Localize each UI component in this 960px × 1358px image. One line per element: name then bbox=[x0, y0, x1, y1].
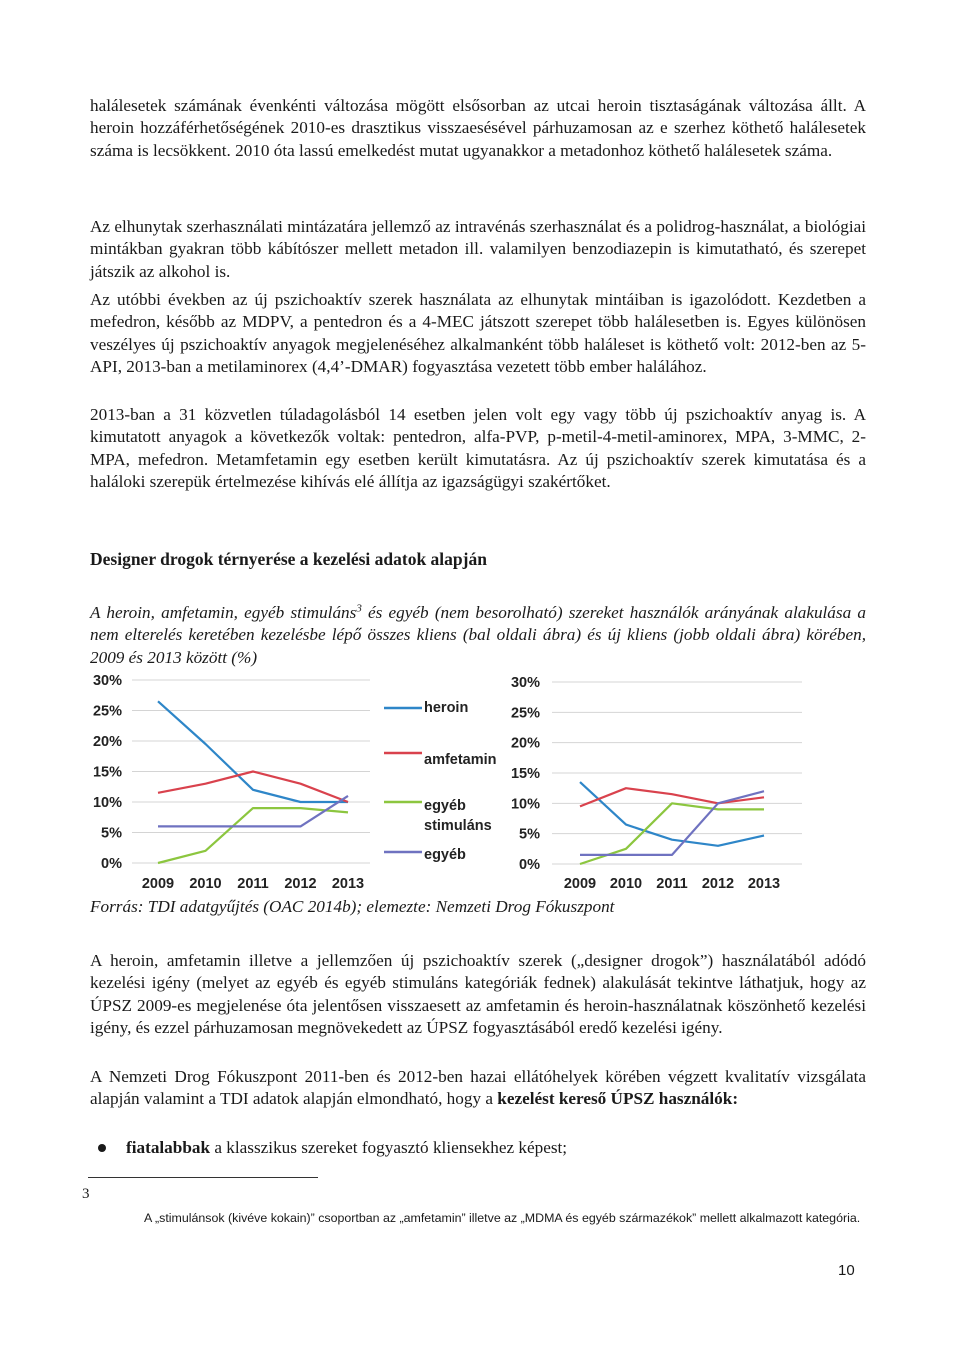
chart-legend bbox=[380, 690, 510, 870]
right-chart-y-tick-label: 15% bbox=[510, 766, 540, 782]
left-chart-y-tick-label: 30% bbox=[92, 673, 122, 689]
right-chart-y-tick-label: 20% bbox=[510, 735, 540, 752]
right-chart-series-line-0 bbox=[580, 782, 764, 846]
footnote-divider bbox=[88, 1177, 318, 1178]
bullet-item bbox=[90, 1137, 866, 1159]
right-chart-x-tick-label: 2012 bbox=[701, 876, 735, 892]
paragraph-treatment-demand: A heroin, amfetamin illetve a jellemzően új pszichoaktív szerek („designer drogok”) használatából adódó kezelési igény (melyet az egyéb és egyéb stimuláns kategóriák fednek) alakulását tekintve láthatjuk, hogy az ÚPSZ 2009-es megjelenése óta jelentősen visszaesett az amfetamin és heroin-használatnak köszönhető kezelési igény, és ezzel párhuzamosan megnövekedett az ÚPSZ fogyasztásából eredő kezelési igény. bbox=[90, 951, 866, 1038]
right-chart-y-tick-label: 0% bbox=[519, 857, 540, 873]
legend-label-amfetamin: amfetamin bbox=[424, 752, 497, 768]
left-chart-series-line-3 bbox=[158, 796, 348, 827]
left-chart-y-tick-label: 20% bbox=[92, 734, 122, 750]
left-chart-y-tick-label: 10% bbox=[92, 795, 122, 811]
bullet-bold: fiatalabbak bbox=[126, 1138, 211, 1157]
left-chart-y-tick-label: 0% bbox=[101, 856, 122, 872]
left-chart-x-tick-label: 2011 bbox=[237, 876, 269, 892]
paragraph-focal-point-colon: : bbox=[732, 1089, 739, 1109]
legend-label-stimulans-1: egyéb bbox=[424, 798, 466, 814]
paragraph-overdoses-2013: 2013-ban a 31 közvetlen túladagolásból 14 esetben jelen volt egy vagy több új pszichoaktív anyag is. A kimutatott anyagok a következők voltak: pentedron, alfa-PVP, p-metil-4-metil-aminorex, MPA, 3-MMC, 2-MPA, mefedron. Metamfetamin egy esetben került kimutatásra. Az új pszichoaktív szerek kimutatása és a haláloki szerepük értelmezése kihívás elé állítja az igazságügyi szakértőket. bbox=[90, 405, 866, 492]
chart-left bbox=[80, 668, 380, 898]
right-chart-y-tick-label: 25% bbox=[510, 705, 540, 722]
paragraph-focal-point bbox=[90, 1066, 866, 1111]
left-chart-x-tick-label: 2012 bbox=[284, 876, 317, 892]
footnote-number: 3 bbox=[82, 1186, 90, 1202]
page-number: 10 bbox=[838, 1262, 855, 1279]
right-chart-y-tick-label: 5% bbox=[519, 826, 540, 843]
left-chart-y-tick-label: 25% bbox=[92, 703, 122, 720]
left-chart-x-tick-label: 2009 bbox=[141, 876, 175, 892]
section-heading: Designer drogok térnyerése a kezelési adatok alapján bbox=[90, 549, 487, 569]
left-chart-x-tick-label: 2013 bbox=[331, 876, 365, 892]
left-chart-x-tick-label: 2010 bbox=[189, 876, 222, 892]
caption-part-1: A heroin, amfetamin, egyéb stimuláns bbox=[90, 603, 357, 622]
paragraph-focal-point-bold: kezelést kereső ÚPSZ használók bbox=[497, 1089, 733, 1109]
paragraph-focal-point-text: A Nemzeti Drog Fókuszpont 2011-ben és 2012-ben hazai ellátóhelyek körében végzett kvalitatív vizsgálata alapján valamint a TDI adatok alapján elmondható, hogy a bbox=[90, 1067, 866, 1109]
bullet-text: a klasszikus szereket fogyasztó kliensekhez képest; bbox=[210, 1138, 568, 1157]
left-chart-series-line-2 bbox=[158, 808, 348, 863]
paragraph-heroin-deaths: halálesetek számának évenkénti változása mögött elsősorban az utcai heroin tisztaságának változása állt. A heroin hozzáférhetőségének 2010-es drasztikus visszaesésével párhuzamosan az e szerhez köthető halálesetek száma is lecsökkent. 2010 óta lassú emelkedést mutat ugyanakkor a metadonhoz köthető halálesetek száma. bbox=[90, 96, 866, 160]
caption-part-2: és egyéb (nem besorolható) szereket használók arányának alakulása a nem elterelés keretében kezelésbe lépő összes kliens (bal oldali ábra) és új kliens (jobb oldali ábra) körében, 2009 és 2013 között (%) bbox=[90, 603, 866, 667]
paragraph-new-substances: Az utóbbi években az új pszichoaktív szerek használata az elhunytak mintáiban is igazolódott. Kezdetben a mefedron, később az MDPV, a pentedron és a 4-MEC játszott szerepet több halálesetben is. Egyes különösen veszélyes új pszichoaktív anyagok megjelenéséhez alkalmanként több haláleset is köthető volt: 2012-ben az 5-API, 2013-ban a metilaminorex (4,4’-DMAR) fogyasztása vezetett több ember halálához. bbox=[90, 290, 866, 377]
left-chart-series-line-1 bbox=[158, 772, 348, 803]
figure-caption bbox=[90, 602, 866, 669]
source-line: Forrás: TDI adatgyűjtés (OAC 2014b); elemezte: Nemzeti Drog Fókuszpont bbox=[90, 897, 615, 916]
right-chart-x-tick-label: 2009 bbox=[563, 876, 597, 892]
left-chart-y-tick-label: 15% bbox=[92, 764, 122, 781]
right-chart-y-tick-label: 30% bbox=[510, 675, 540, 691]
right-chart-y-tick-label: 10% bbox=[510, 796, 540, 813]
right-chart-x-tick-label: 2010 bbox=[609, 876, 643, 892]
caption-footnote-ref: 3 bbox=[356, 602, 362, 615]
paragraph-usage-pattern: Az elhunytak szerhasználati mintázatára jellemző az intravénás szerhasználat és a polidrog-használat, a biológiai mintákban gyakran több kábítószer mellett metadon ill. valamilyen benzodiazepin is kimutatható, és szerepet játszik az alkohol is. bbox=[90, 217, 866, 281]
footnote-text: A „stimulánsok (kivéve kokain)” csoportban az „amfetamin” illetve az „MDMA és egyéb származékok” mellett alkalmazott kategória. bbox=[144, 1211, 861, 1225]
legend-label-stimulans-2: stimuláns bbox=[424, 818, 492, 834]
right-chart-x-tick-label: 2013 bbox=[747, 876, 781, 892]
legend-label-heroin: heroin bbox=[424, 700, 469, 716]
right-chart-x-tick-label: 2011 bbox=[656, 876, 688, 892]
chart-right bbox=[500, 668, 810, 898]
bullet-icon bbox=[98, 1144, 106, 1152]
legend-label-egyeb: egyéb bbox=[424, 847, 466, 863]
left-chart-y-tick-label: 5% bbox=[101, 825, 122, 842]
